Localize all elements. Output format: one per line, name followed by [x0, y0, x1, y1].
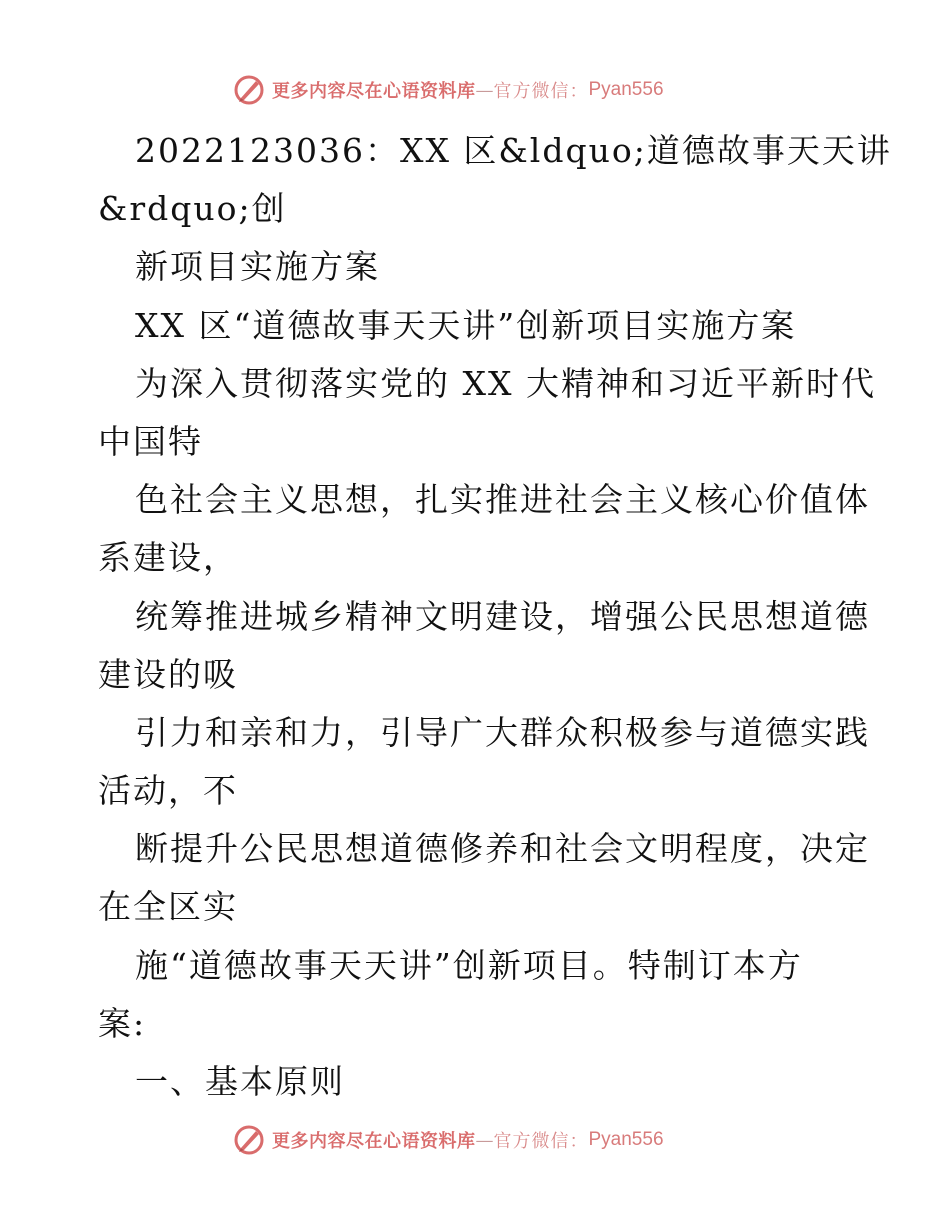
document-body — [98, 122, 892, 1111]
watermark-text: 更多内容尽在心语资料库 — [272, 1131, 476, 1152]
text-line: 引力和亲和力，引导广大群众积极参与道德实践 — [135, 712, 870, 752]
text-line: 在全区实 — [98, 887, 238, 927]
text-line: 新项目实施方案 — [135, 247, 380, 287]
watermark-separator: — — [475, 1129, 494, 1151]
watermark-official-label: 官方微信： — [493, 81, 589, 102]
section-heading: 一、基本原则 — [135, 1062, 345, 1101]
watermark-wechat-id: Pyan556 — [588, 1129, 664, 1150]
text-line: 中国特 — [98, 421, 203, 461]
document-title: XX 区“道德故事天天讲”创新项目实施方案 — [135, 305, 797, 345]
pen-in-circle-icon — [232, 73, 266, 107]
text-line: 2022123036：XX 区&ldquo;道德故事天天讲 — [135, 131, 892, 170]
text-line: 施“道德故事天天讲”创新项目。特制订本方 — [135, 945, 803, 985]
watermark-official-label: 官方微信： — [493, 1131, 589, 1152]
text-line: 活动，不 — [98, 771, 238, 811]
text-line: 色社会主义思想，扎实推进社会主义核心价值体 — [135, 480, 870, 520]
text-line: 案: — [98, 1003, 147, 1043]
watermark-separator: — — [475, 79, 494, 101]
header-watermark — [232, 72, 752, 108]
text-line: 建设的吸 — [98, 654, 238, 694]
text-line: 系建设， — [98, 538, 238, 578]
text-line: 为深入贯彻落实党的 XX 大精神和习近平新时代 — [135, 363, 876, 403]
watermark-text: 更多内容尽在心语资料库 — [272, 81, 476, 102]
text-line: 统筹推进城乡精神文明建设，增强公民思想道德 — [135, 596, 870, 636]
footer-watermark — [232, 1122, 752, 1158]
text-line: &rdquo;创 — [98, 189, 287, 229]
watermark-wechat-id: Pyan556 — [588, 79, 664, 100]
text-line: 断提升公民思想道德修养和社会文明程度，决定 — [135, 829, 870, 869]
pen-in-circle-icon — [232, 1123, 266, 1157]
